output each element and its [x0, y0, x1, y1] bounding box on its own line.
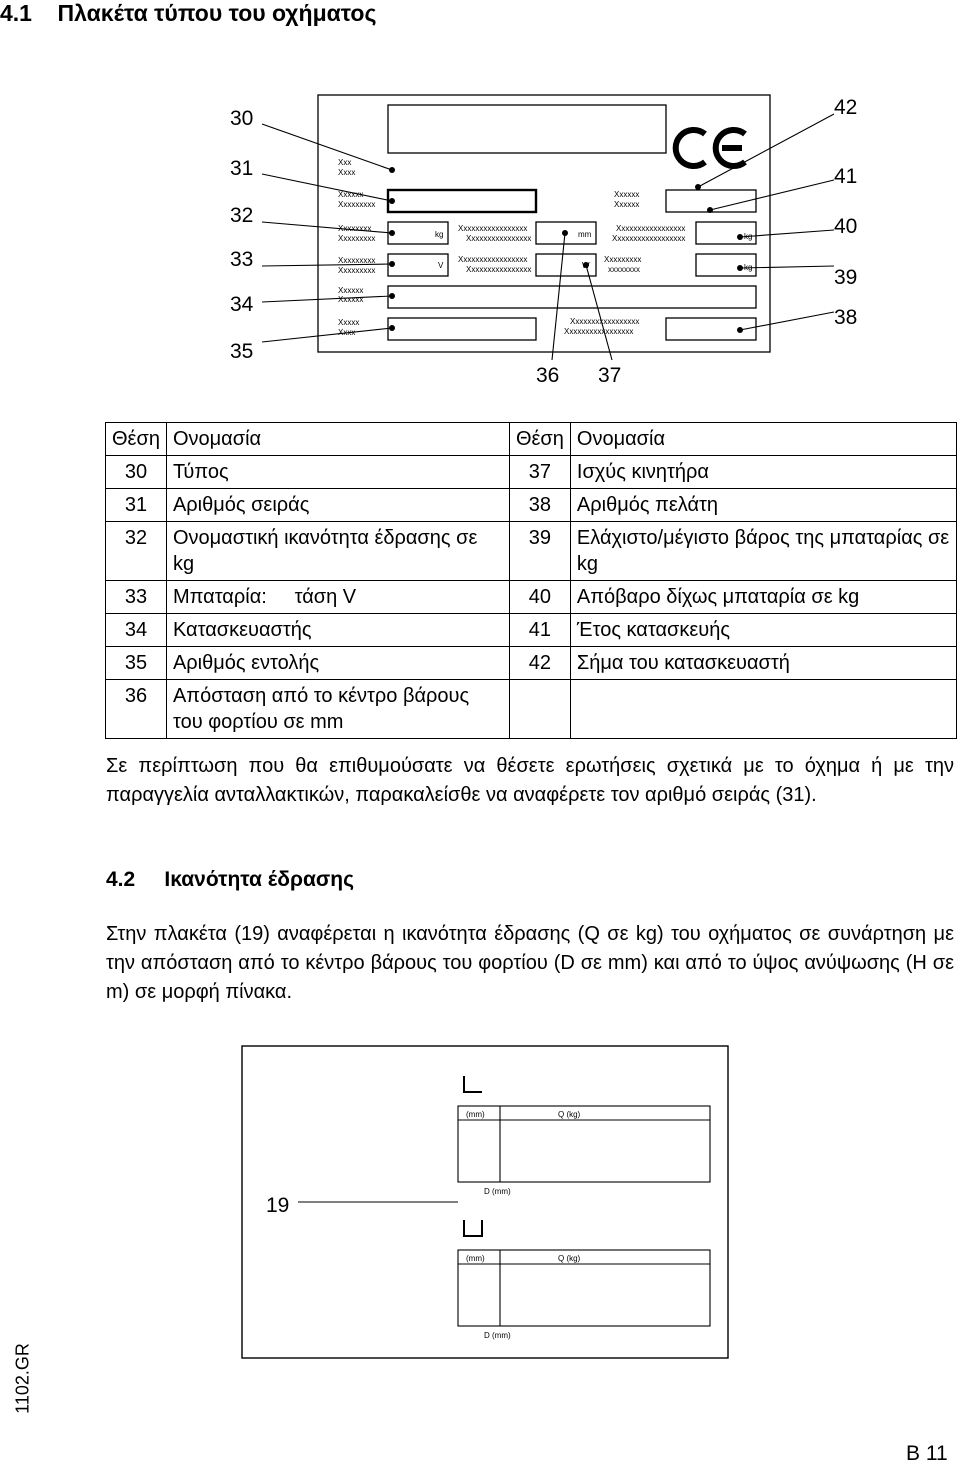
legend-header-cell: Ονομασία	[166, 423, 509, 456]
legend-description: Μπαταρία: τάση V	[166, 581, 509, 614]
mast-icon-double	[464, 1220, 482, 1236]
callout-41: 41	[834, 165, 858, 188]
document-code: 1102.GR	[12, 1343, 33, 1414]
row-d: D (mm)	[484, 1187, 511, 1196]
plate-label: Xxxxxxxxx	[338, 234, 376, 243]
callout-35: 35	[230, 340, 254, 363]
legend-position: 35	[106, 647, 167, 680]
legend-position: 38	[509, 489, 570, 522]
unit-v: V	[438, 261, 444, 270]
unit-kg: kg	[435, 230, 444, 239]
legend-row	[106, 581, 957, 614]
unit-mm: mm	[578, 230, 592, 239]
column-q: Q (kg)	[558, 1254, 581, 1263]
ce-mark-icon	[676, 130, 745, 166]
plate-label: Xxxxxxxx	[338, 224, 372, 233]
callout-32: 32	[230, 204, 254, 227]
capacity-table-upper	[458, 1106, 710, 1182]
plate-label: Xxx	[338, 158, 352, 167]
legend-table	[105, 422, 957, 739]
legend-description: Σήμα του κατασκευαστή	[570, 647, 956, 680]
callout-19: 19	[266, 1194, 290, 1217]
plate-label: Xxxxxxxxxxxxxxxxx	[458, 255, 528, 264]
mast-icon	[464, 1076, 482, 1092]
legend-header-cell: Θέση	[106, 423, 167, 456]
column-q: Q (kg)	[558, 1110, 581, 1119]
plate-label: Xxxxxxxxxxxxxxxxxx	[612, 234, 686, 243]
legend-position: 32	[106, 522, 167, 581]
legend-position: 33	[106, 581, 167, 614]
callout-34: 34	[230, 293, 254, 316]
legend-position: 39	[509, 522, 570, 581]
callout-31: 31	[230, 157, 254, 180]
plate-label: Xxxxxxxxx	[338, 200, 376, 209]
plate-label: Xxxx	[338, 168, 356, 177]
capacity-table-lower	[458, 1250, 710, 1326]
legend-description: Ονομαστική ικανότητα έδρασης σε kg	[166, 522, 509, 581]
plate-label: Xxxxxx	[338, 286, 364, 295]
callout-38: 38	[834, 306, 858, 329]
legend-description: Αριθμός πελάτη	[570, 489, 956, 522]
page-number: B 11	[906, 1442, 948, 1465]
unit-kg: kg	[744, 263, 753, 272]
plate-label: Xxxxxx	[338, 190, 364, 199]
column-mm: (mm)	[466, 1110, 485, 1119]
callout-33: 33	[230, 248, 254, 271]
legend-position	[509, 680, 570, 739]
plate-label: Xxxxxx	[614, 190, 640, 199]
plate-label: Xxxxxxxxxxxxxxxx	[466, 234, 532, 243]
legend-row	[106, 647, 957, 680]
callout-36: 36	[536, 364, 560, 387]
callout-40: 40	[834, 215, 858, 238]
unit-kg: kg	[744, 232, 753, 241]
capacity-description: Στην πλακέτα (19) αναφέρεται η ικανότητα έδρασης (Q σε kg) του οχήματος σε συνάρτηση με την απόσταση από το κέντρο βάρους του φορτίου (D σε mm) και από το ύψος ανύψωσης (H σε m) σε μορφή πίνακα.	[106, 923, 954, 1003]
plate-label: Xxxxxxxxxxxxxxxxx	[570, 317, 640, 326]
legend-position: 31	[106, 489, 167, 522]
field-box-serial	[388, 190, 536, 212]
legend-description: Αριθμός εντολής	[166, 647, 509, 680]
field-box-order-number	[388, 318, 536, 340]
legend-header-cell: Ονομασία	[570, 423, 956, 456]
callout-37: 37	[598, 364, 622, 387]
plate-label: Xxxxxxxxx	[338, 256, 376, 265]
section-title: Ικανότητα έδρασης	[164, 868, 355, 891]
legend-position: 30	[106, 456, 167, 489]
column-mm: (mm)	[466, 1254, 485, 1263]
unit-w: W	[582, 261, 590, 270]
legend-row	[106, 614, 957, 647]
section-number: 4.2	[106, 868, 136, 891]
legend-header-row	[106, 423, 957, 456]
plate-label: Xxxxxxxxxxxxxxxxx	[616, 224, 686, 233]
legend-position: 42	[509, 647, 570, 680]
legend-description: Κατασκευαστής	[166, 614, 509, 647]
section-title: Πλακέτα τύπου του οχήματος	[57, 0, 377, 26]
legend-position: 34	[106, 614, 167, 647]
legend-description	[570, 680, 956, 739]
plate-label: Xxxxx	[338, 318, 360, 327]
plate-label: Xxxxxx	[338, 295, 364, 304]
legend-row	[106, 456, 957, 489]
legend-description: Ισχύς κινητήρα	[570, 456, 956, 489]
callout-39: 39	[834, 266, 858, 289]
plate-label: Xxxxxxxxxxxxxxxxx	[458, 224, 528, 233]
legend-row	[106, 522, 957, 581]
legend-description: Αριθμός σειράς	[166, 489, 509, 522]
legend-description: Έτος κατασκευής	[570, 614, 956, 647]
legend-position: 40	[509, 581, 570, 614]
legend-description: Ελάχιστο/μέγιστο βάρος της μπαταρίας σε kg	[570, 522, 956, 581]
legend-position: 36	[106, 680, 167, 739]
callout-42: 42	[834, 96, 858, 119]
row-d: D (mm)	[484, 1331, 511, 1340]
plate-label: xxxxxxxx	[608, 265, 640, 274]
legend-header-cell: Θέση	[509, 423, 570, 456]
serial-number-note: Σε περίπτωση που θα επιθυμούσατε να θέσετε ερωτήσεις σχετικά με το όχημα ή με την παραγγελία ανταλλακτικών, παρακαλείσθε να αναφέρετε τον αριθμό σειράς (31).	[106, 755, 954, 806]
legend-row	[106, 489, 957, 522]
legend-description: Απόσταση από το κέντρο βάρους του φορτίου σε mm	[166, 680, 509, 739]
section-number: 4.1	[0, 0, 32, 26]
plate-label: Xxxxxxxxxxxxxxxxx	[564, 327, 634, 336]
plate-label: Xxxxxxxxxxxxxxxx	[466, 265, 532, 274]
plate-label: Xxxxxx	[614, 200, 640, 209]
legend-description: Τύπος	[166, 456, 509, 489]
legend-row	[106, 680, 957, 739]
type-plate-drawing	[0, 0, 960, 400]
field-box-manufacturer	[388, 286, 756, 308]
field-box-type	[388, 105, 666, 153]
callout-30: 30	[230, 107, 254, 130]
legend-position: 41	[509, 614, 570, 647]
legend-position: 37	[509, 456, 570, 489]
capacity-plate-drawing	[240, 1044, 730, 1362]
plate-label: Xxxxxxxxx	[604, 255, 642, 264]
plate-label: Xxxx	[338, 328, 356, 337]
legend-description: Απόβαρο δίχως μπαταρία σε kg	[570, 581, 956, 614]
plate-label: Xxxxxxxxx	[338, 266, 376, 275]
section-4-2-heading	[106, 868, 354, 892]
